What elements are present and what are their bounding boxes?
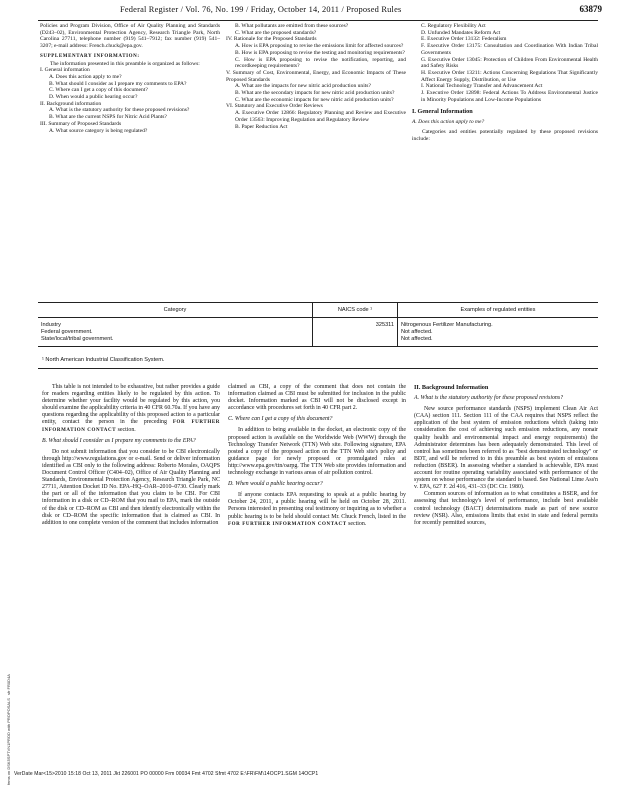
supplementary-heading: SUPPLEMENTARY INFORMATION:: [40, 53, 140, 59]
applicability-text: This table is not intended to be exhaustive, but rather provides a guide for readers regarding entities likely to be regulated by this action. To determine whether your facility would be regulated by this action, you should examine the applicability criteria in 40 CFR 60.70a. If you have any questions regarding the applicability of this proposed action to a particular entity, contact the person in the preceding: [42, 384, 220, 426]
toc-list-2: [226, 23, 406, 130]
running-head: Federal Register / Vol. 76, No. 199 / Friday, October 14, 2011 / Proposed Rules: [120, 5, 402, 14]
table-row: [38, 318, 598, 330]
contact-ref: FOR FURTHER INFORMATION CONTACT: [42, 420, 220, 433]
table-header-row: [38, 303, 598, 318]
toc-item: II. Background information: [40, 100, 102, 107]
toc-item: G. Executive Order 13045: Protection of Children From Environmental Health and Safety Risks: [421, 56, 598, 70]
cell-category: State/local/tribal government.: [38, 336, 313, 347]
organization-text: The information presented in this preamble is organized as follows:: [50, 60, 200, 67]
bottom-column-3: [414, 384, 598, 527]
nsps-text: New source performance standards (NSPS) implement Clean Air Act (CAA) section 111. Section 111 of the CAA requires that NSPS reflect the application of the best system of emission reductions which (taking into consideration the cost of achieving such emission reductions, any nonair quality health and environmental impact and energy requirements) the Administrator determines has been adequately demonstrated. This level of control has sometimes been referred to as "best demonstrated technology" or BDT, and will be referred to in this preamble as best system of emissions reduction (BSER). In assessing whether a standard is achievable, EPA must account for routine operating variability associated with performance of the system on whose performance the standard is based. See National Lime Ass'n v. EPA, 627 F. 2d 416, 431–33 (DC Cir. 1980).: [414, 406, 598, 491]
toc-item: B. Paper Reduction Act: [235, 123, 288, 130]
toc-item: A. Executive Order 12866: Regulatory Planning and Review and Executive Order 13563: Improving Regulation and Regulatory Review: [235, 110, 406, 123]
toc-item: III. Summary of Proposed Standards: [40, 120, 122, 127]
categories-text: Categories and entities potentially regulated by these proposed revisions include:: [412, 128, 598, 142]
toc-item: IV. Rationale for the Proposed Standards: [226, 36, 317, 43]
toc-item: A. Does this action apply to me?: [49, 73, 122, 80]
table-bottom-rule: [38, 368, 598, 369]
toc-item: C. How is EPA proposing to revise the notification, reporting, and recordkeeping requirements?: [235, 56, 406, 70]
section-word: section.: [117, 426, 136, 433]
page-footer: VerDate Mar<15>2010 15:18 Oct 13, 2011 Jkt 226001 PO 00000 Frm 00034 Fmt 4702 Sfmt 4702 E:\FR\FM\14OCP1.SGM 14OCP1: [14, 771, 319, 777]
toc-item: B. How is EPA proposing to revise the testing and monitoring requirements?: [235, 49, 405, 56]
header-rule: [38, 20, 598, 21]
toc-item: VI. Statutory and Executive Order Reviews: [226, 103, 323, 110]
copy-text: In addition to being available in the docket, an electronic copy of the proposed action is available on the Worldwide Web (WWW) through the Technology Transfer Network (TTN) Web site. Following signature, EPA posted a copy of the proposed action on the TTN Web site's policy and guidance page for newly proposed or promulgated rules at http://www.epa.gov/ttn/oarpg. The TTN Web site provides information and technology exchange in various areas of air pollution control.: [228, 427, 406, 477]
toc-item: C. What are the proposed standards?: [235, 29, 317, 36]
header-examples: Examples of regulated entities: [398, 303, 599, 318]
toc-item: J. Executive Order 12898: Federal Actions To Address Environmental Justice in Minority Populations and Low-Income Populations: [421, 90, 598, 103]
toc-item: E. Executive Order 13132: Federalism: [421, 36, 507, 43]
question-d: D. When would a public hearing occur?: [228, 481, 323, 488]
contact-lines: Policies and Program Division, Office of Air Quality Planning and Standards (D243–02), Environmental Protection Agency, Research Triangle Park, North Carolina 27711, telephone number (919) 541–7912; fax number (919) 541–3207; e-mail address: French.chuck@epa.gov.: [40, 23, 220, 50]
top-column-2: [226, 23, 406, 130]
cell-example: Not affected.: [398, 336, 599, 347]
question-a: A. Does this action apply to me?: [412, 119, 485, 126]
cbi-continued-text: claimed as CBI, a copy of the comment that does not contain the information claimed as CBI must be submitted for inclusion in the public docket. Information marked as CBI will not be disclosed except in accordance with procedures set forth in 40 CFR part 2.: [228, 384, 406, 412]
cell-naics: 325311: [313, 318, 398, 330]
cell-category: Federal government.: [41, 329, 93, 335]
contact-ref-2: FOR FURTHER INFORMATION CONTACT: [228, 521, 347, 527]
toc-item: D. Unfunded Mandates Reform Act: [421, 29, 501, 36]
sidebar-stamp: fems on DSK5SPTVN1PROD with PROPOSALS: [6, 698, 11, 785]
question-statutory: A. What is the statutory authority for these proposed revisions?: [414, 395, 564, 402]
toc-item: I. General information: [40, 67, 90, 74]
top-column-3: [412, 23, 598, 142]
cell-naics: [313, 336, 398, 347]
page-header: [0, 4, 618, 18]
general-info-heading: I. General Information: [412, 108, 473, 116]
top-column-1: [40, 23, 220, 134]
toc-item: B. What are the secondary impacts for new nitric acid production units?: [235, 90, 395, 97]
cell-naics: [313, 329, 398, 336]
cell-category: Industry: [41, 322, 61, 328]
toc-item: H. Executive Order 13211: Actions Concerning Regulations That Significantly Affect Energy Supply, Distribution, or Use: [421, 69, 598, 83]
toc-item: A. What is the statutory authority for these proposed revisions?: [49, 107, 190, 114]
toc-item: B. What pollutants are emitted from these sources?: [235, 23, 349, 29]
toc-item: B. What should I consider as I prepare my comments to EPA?: [49, 80, 187, 87]
cell-example: Not affected.: [398, 329, 599, 336]
sidebar-code: sfr FR0D4A: [6, 674, 11, 695]
question-b: B. What should I consider as I prepare my comments to the EPA?: [42, 437, 196, 444]
bottom-column-1: [42, 384, 220, 527]
toc-item: D. When would a public hearing occur?: [49, 94, 138, 101]
sources-text: Common sources of information as to what constitutes a BSER, and for assessing that technology's level of performance, include best available control technology (BACT) determinations made as part of new source review (NSR). Also, emissions limits that exist in state and federal permits for recently permitted sources,: [414, 491, 598, 526]
hearing-text: If anyone contacts EPA requesting to speak at a public hearing by October 24, 2011, a public hearing will be held on October 28, 2011. Persons interested in presenting oral testimony or inquiring as to whether a public hearing is to be held should contact Mr. Chuck French, listed in the: [228, 492, 406, 520]
page-number: 63879: [579, 4, 602, 14]
toc-item: C. Regulatory Flexibility Act: [421, 23, 486, 29]
toc-item: A. What are the impacts for new nitric acid production units?: [235, 83, 371, 90]
regulated-entities-table: [38, 302, 598, 347]
toc-item: C. Where can I get a copy of this document?: [49, 87, 148, 94]
toc-item: A. How is EPA proposing to revise the emissions limit for affected sources?: [235, 43, 404, 50]
question-c: C. Where can I get a copy of this document?: [228, 416, 333, 423]
toc-item: I. National Technology Transfer and Advancement Act: [421, 83, 543, 90]
section-word-2: section.: [348, 520, 367, 527]
toc-item: B. What are the current NSPS for Nitric Acid Plants?: [49, 114, 167, 121]
bottom-column-2: [228, 384, 406, 528]
table-row: [38, 336, 598, 347]
toc-list-1: [40, 67, 220, 134]
header-naics: NAICS code ¹: [313, 303, 398, 318]
table-row: [38, 329, 598, 336]
toc-item: V. Summary of Cost, Environmental, Energy, and Economic Impacts of These Proposed Standards: [226, 69, 406, 83]
toc-item: C. What are the economic impacts for new nitric acid production units?: [235, 96, 394, 103]
toc-item: A. What source category is being regulated?: [49, 127, 148, 134]
toc-item: F. Executive Order 13175: Consultation and Coordination With Indian Tribal Governments: [421, 43, 598, 56]
cbi-text: Do not submit information that you consider to be CBI electronically through http://www.regulations.gov or e-mail. Send or deliver information identified as CBI only to the following address: Roberto Morales, OAQPS Document Control Officer (C404–02), Office of Air Quality Planning and Standards, Environmental Protection Agency, Research Triangle Park, NC 27711, Attention Docket ID No. EPA–HQ–OAR–2010–0730. Clearly mark the part or all of the information that you claim to be CBI. For CBI information in a disk or CD–ROM that you mail to EPA, mark the outside of the disk or CD–ROM as CBI and then identify electronically within the disk or CD–ROM the specific information that is claimed as CBI. In addition to one complete version of the comment that includes information: [42, 448, 220, 526]
background-heading: II. Background Information: [414, 384, 489, 391]
cell-example: Nitrogenous Fertilizer Manufacturing.: [398, 318, 599, 330]
table-footnote: ¹ North American Industrial Classification System.: [42, 357, 165, 363]
toc-list-3: [412, 23, 598, 103]
header-category: Category: [38, 303, 313, 318]
